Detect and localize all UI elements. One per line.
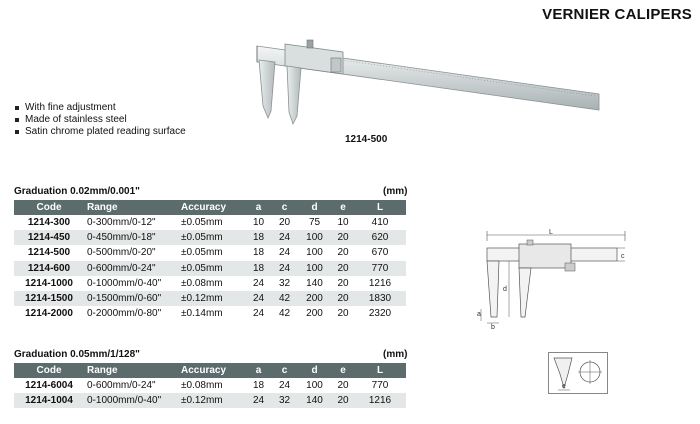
dimension-diagram (475, 225, 635, 330)
cell-code: 1214-2000 (14, 306, 84, 321)
cell-e: 20 (332, 261, 354, 276)
cell-a: 18 (245, 378, 272, 393)
table-row (14, 306, 406, 321)
cell-accuracy: ±0.05mm (178, 230, 245, 245)
dimension-label: b (491, 324, 495, 330)
table-row (14, 276, 406, 291)
feature-list (14, 102, 186, 138)
cell-l: 620 (354, 230, 406, 245)
column-header: L (354, 363, 406, 378)
cell-a: 18 (245, 261, 272, 276)
cell-d: 140 (297, 393, 332, 408)
dimension-label: c (621, 253, 625, 260)
cell-l: 770 (354, 261, 406, 276)
cell-code: 1214-1004 (14, 393, 84, 408)
cell-d: 200 (297, 291, 332, 306)
cell-c: 20 (272, 215, 297, 230)
cell-range: 0-1500mm/0-60" (84, 291, 178, 306)
cell-accuracy: ±0.05mm (178, 215, 245, 230)
cell-a: 18 (245, 230, 272, 245)
dimension-label: e (562, 383, 566, 390)
cell-e: 20 (332, 378, 354, 393)
cell-accuracy: ±0.08mm (178, 276, 245, 291)
cell-e: 20 (332, 245, 354, 260)
cell-code: 1214-6004 (14, 378, 84, 393)
cell-e: 20 (332, 291, 354, 306)
column-header: a (245, 200, 272, 215)
column-header: L (354, 200, 406, 215)
column-header: e (332, 363, 354, 378)
cell-e: 20 (332, 230, 354, 245)
cell-code: 1214-1000 (14, 276, 84, 291)
cell-c: 24 (272, 378, 297, 393)
feature-item: Made of stainless steel (14, 114, 186, 126)
column-header: Range (84, 363, 178, 378)
column-header: Range (84, 200, 178, 215)
cell-a: 24 (245, 306, 272, 321)
cell-accuracy: ±0.14mm (178, 306, 245, 321)
cell-d: 200 (297, 306, 332, 321)
column-header: d (297, 363, 332, 378)
column-header: Code (14, 363, 84, 378)
graduation-title: Graduation 0.02mm/0.001" (14, 186, 140, 197)
cell-l: 1830 (354, 291, 406, 306)
cell-e: 20 (332, 306, 354, 321)
cell-range: 0-1000mm/0-40" (84, 276, 178, 291)
dimension-label: a (477, 311, 481, 318)
dimension-label: d (503, 286, 507, 293)
cell-l: 770 (354, 378, 406, 393)
graduation-title: Graduation 0.05mm/1/128" (14, 349, 140, 360)
column-header: e (332, 200, 354, 215)
cell-d: 100 (297, 245, 332, 260)
table-row (14, 215, 406, 230)
cell-e: 20 (332, 393, 354, 408)
cell-l: 1216 (354, 393, 406, 408)
spec-table (14, 200, 406, 321)
feature-item: With fine adjustment (14, 102, 186, 114)
cell-range: 0-600mm/0-24" (84, 378, 178, 393)
cell-a: 24 (245, 393, 272, 408)
cell-range: 0-600mm/0-24" (84, 261, 178, 276)
column-header: d (297, 200, 332, 215)
cell-code: 1214-300 (14, 215, 84, 230)
cell-range: 0-1000mm/0-40" (84, 393, 178, 408)
table-row (14, 245, 406, 260)
model-caption: 1214-500 (345, 134, 388, 145)
table-row (14, 261, 406, 276)
unit-label: (mm) (383, 349, 408, 360)
table-row (14, 378, 406, 393)
cell-c: 24 (272, 230, 297, 245)
cell-l: 410 (354, 215, 406, 230)
cell-accuracy: ±0.12mm (178, 291, 245, 306)
column-header: Accuracy (178, 200, 245, 215)
cell-accuracy: ±0.05mm (178, 261, 245, 276)
cell-c: 24 (272, 245, 297, 260)
cell-c: 42 (272, 306, 297, 321)
cell-a: 24 (245, 276, 272, 291)
cell-accuracy: ±0.05mm (178, 245, 245, 260)
cell-accuracy: ±0.08mm (178, 378, 245, 393)
cell-code: 1214-450 (14, 230, 84, 245)
cell-c: 42 (272, 291, 297, 306)
cell-d: 100 (297, 378, 332, 393)
column-header: a (245, 363, 272, 378)
cell-code: 1214-600 (14, 261, 84, 276)
dimension-label: L (549, 229, 553, 236)
unit-label: (mm) (383, 186, 408, 197)
cell-c: 32 (272, 393, 297, 408)
column-header: Code (14, 200, 84, 215)
cell-e: 10 (332, 215, 354, 230)
cell-range: 0-300mm/0-12" (84, 215, 178, 230)
cell-d: 100 (297, 230, 332, 245)
cell-accuracy: ±0.12mm (178, 393, 245, 408)
cell-a: 24 (245, 291, 272, 306)
cell-code: 1214-500 (14, 245, 84, 260)
cell-c: 32 (272, 276, 297, 291)
cell-d: 140 (297, 276, 332, 291)
column-header: c (272, 363, 297, 378)
table-row (14, 393, 406, 408)
feature-item: Satin chrome plated reading surface (14, 126, 186, 138)
table-row (14, 230, 406, 245)
cell-a: 18 (245, 245, 272, 260)
cell-range: 0-500mm/0-20" (84, 245, 178, 260)
cell-c: 24 (272, 261, 297, 276)
page-title: VERNIER CALIPERS (542, 6, 692, 23)
table-row (14, 291, 406, 306)
column-header: c (272, 200, 297, 215)
table-header-row (14, 200, 406, 215)
cell-range: 0-2000mm/0-80" (84, 306, 178, 321)
cell-range: 0-450mm/0-18" (84, 230, 178, 245)
cell-l: 1216 (354, 276, 406, 291)
cell-d: 100 (297, 261, 332, 276)
cell-d: 75 (297, 215, 332, 230)
cell-a: 10 (245, 215, 272, 230)
cell-l: 2320 (354, 306, 406, 321)
cell-e: 20 (332, 276, 354, 291)
column-header: Accuracy (178, 363, 245, 378)
cell-l: 670 (354, 245, 406, 260)
spec-table (14, 363, 406, 408)
jaw-detail-diagram (548, 352, 608, 394)
caliper-photo (255, 36, 605, 131)
cell-code: 1214-1500 (14, 291, 84, 306)
table-header-row (14, 363, 406, 378)
